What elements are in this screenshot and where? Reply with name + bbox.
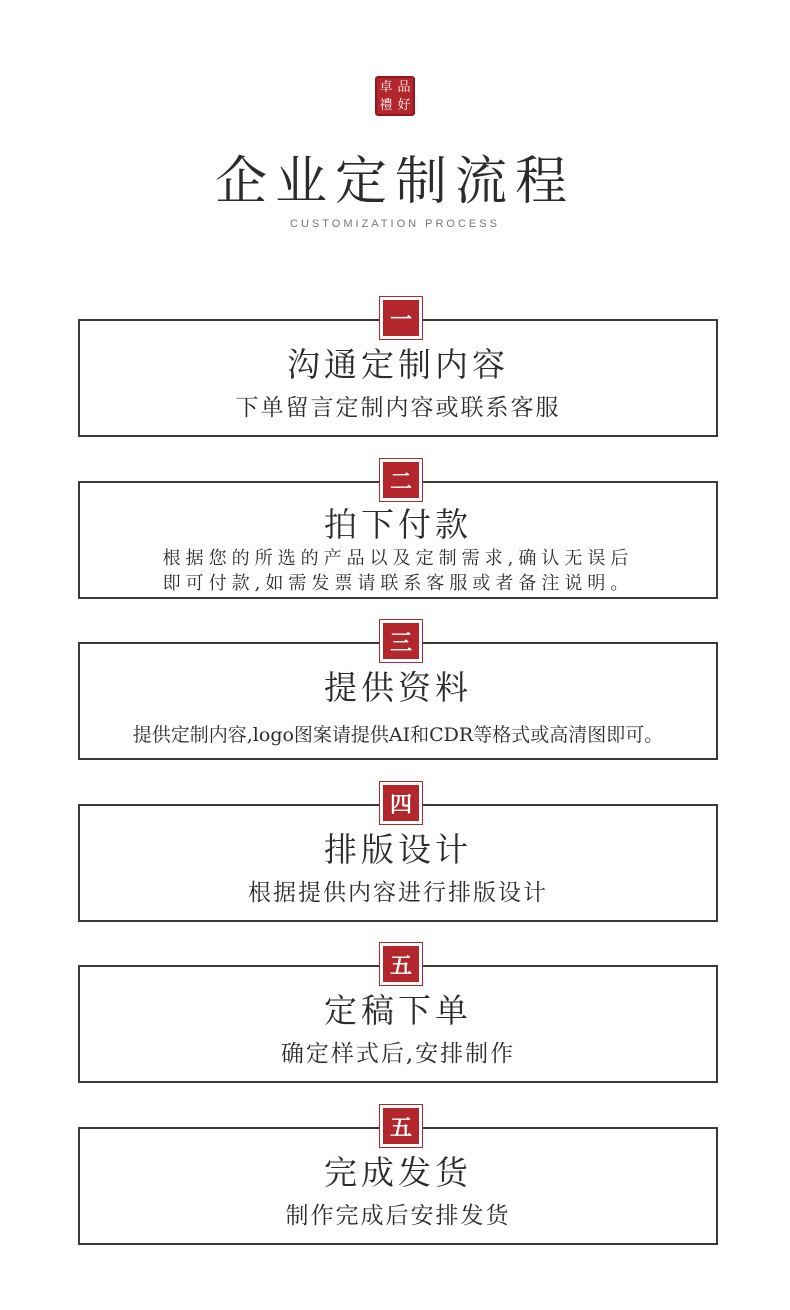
step-title: 拍下付款 <box>324 505 472 544</box>
step-description: 提供定制内容,logo图案请提供AI和CDR等格式或高清图即可。 <box>132 724 664 746</box>
process-step-4 <box>78 791 718 922</box>
seal-char: 禮 <box>379 97 393 113</box>
seal-char: 好 <box>397 97 411 113</box>
step-title: 排版设计 <box>324 830 472 869</box>
step-description-line-1: 根据您的所选的产品以及定制需求,确认无误后 <box>162 548 634 569</box>
process-step-1 <box>78 306 718 437</box>
process-step-3 <box>78 629 718 760</box>
step-number-badge: 一 <box>380 297 422 339</box>
step-number-badge: 三 <box>380 620 422 662</box>
page-title: 企业定制流程 <box>214 152 575 212</box>
step-number-badge: 五 <box>380 943 422 985</box>
page-subtitle: CUSTOMIZATION PROCESS <box>290 218 500 230</box>
step-title: 完成发货 <box>324 1153 472 1192</box>
step-description: 根据提供内容进行排版设计 <box>248 880 548 906</box>
step-title: 沟通定制内容 <box>287 345 509 384</box>
step-number-badge: 四 <box>380 782 422 824</box>
step-description: 制作完成后安排发货 <box>285 1203 511 1229</box>
seal-char: 卓 <box>379 79 393 95</box>
step-description: 确定样式后,安排制作 <box>280 1041 516 1067</box>
step-title: 定稿下单 <box>324 991 472 1030</box>
step-number-badge: 二 <box>380 459 422 501</box>
step-title: 提供资料 <box>324 668 472 707</box>
process-step-6 <box>78 1114 718 1245</box>
seal-char: 品 <box>397 79 411 95</box>
process-step-2 <box>78 468 718 599</box>
step-number-badge: 五 <box>380 1105 422 1147</box>
process-step-5 <box>78 952 718 1083</box>
brand-seal-logo <box>375 76 415 116</box>
step-description-line-2: 即可付款,如需发票请联系客服或者备注说明。 <box>162 573 634 594</box>
step-description: 下单留言定制内容或联系客服 <box>235 395 561 421</box>
